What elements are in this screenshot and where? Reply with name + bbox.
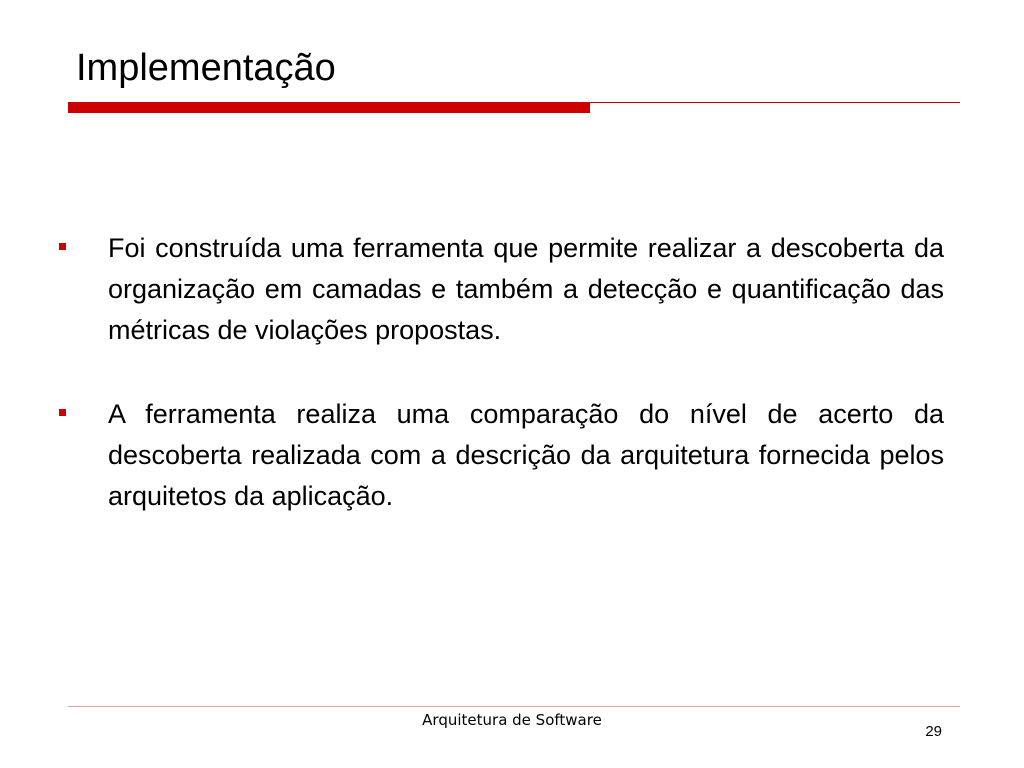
bullet-text: A ferramenta realiza uma comparação do nível de acerto da descoberta realizada com a descrição da arquitetura fornecida pelos arquitetos da aplicação.	[108, 399, 944, 511]
title-underline-thin	[590, 102, 960, 103]
footer-caption: Arquitetura de Software	[422, 711, 602, 729]
bullet-item	[56, 394, 944, 517]
slide-title: Implementação	[76, 47, 336, 89]
footer-divider	[68, 706, 960, 707]
square-bullet-icon	[59, 409, 66, 416]
bullet-item	[56, 228, 944, 351]
bullet-list	[56, 228, 944, 517]
square-bullet-icon	[59, 243, 66, 250]
bullet-text: Foi construída uma ferramenta que permite realizar a descoberta da organização em camadas e também a detecção e quantificação das métricas de violações propostas.	[108, 233, 944, 345]
page-number: 29	[925, 723, 942, 740]
title-underline-thick	[68, 102, 590, 113]
